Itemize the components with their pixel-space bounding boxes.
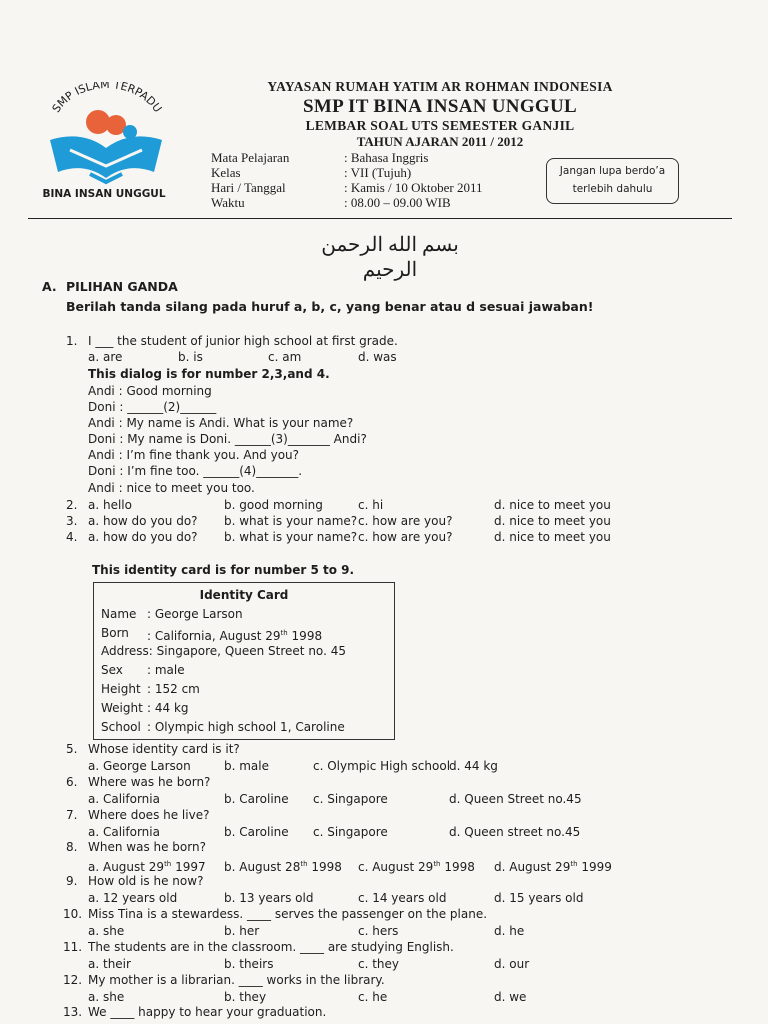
question-text: My mother is a librarian. ____ works in the library.: [88, 973, 385, 987]
option-c: c. how are you?: [358, 530, 453, 544]
question-number: 2.: [66, 498, 78, 512]
dialog-line: Andi : My name is Andi. What is your name?: [88, 416, 354, 430]
card-weight-value: : 44 kg: [147, 701, 189, 715]
card-school-label: School: [101, 720, 141, 734]
question-number: 4.: [66, 530, 78, 544]
option-a: a. California: [88, 792, 160, 806]
info-row-subject: [211, 150, 428, 166]
academic-year: TAHUN AJARAN 2011 / 2012: [356, 134, 524, 149]
section-instruction: Berilah tanda silang pada huruf a, b, c, yang benar atau d sesuai jawaban!: [66, 299, 594, 314]
option-a: a. she: [88, 924, 125, 938]
foundation-name: YAYASAN RUMAH YATIM AR ROHMAN INDONESIA: [267, 79, 613, 94]
card-name-value: : George Larson: [147, 607, 243, 621]
prayer-reminder-box: [546, 158, 679, 204]
dialog-line: Doni : My name is Doni. ______(3)_______ Andi?: [88, 432, 367, 446]
question-number: 10.: [63, 907, 83, 921]
school-logo: [30, 82, 180, 207]
question-text: Where was he born?: [88, 775, 211, 789]
card-sex-value: : male: [147, 663, 185, 677]
option-b: b. Caroline: [224, 825, 289, 839]
option-c: c. Singapore: [313, 825, 388, 839]
question-number: 6.: [66, 775, 78, 789]
option-d: d. he: [494, 924, 525, 938]
info-row-date: [211, 180, 483, 196]
info-value: : 08.00 – 09.00 WIB: [344, 195, 451, 210]
question-number: 12.: [63, 973, 83, 987]
question-number: 13.: [63, 1005, 83, 1019]
card-born-label: Born: [101, 626, 129, 640]
question-text: Miss Tina is a stewardess. ____ serves the passenger on the plane.: [88, 907, 488, 921]
question-number: 8.: [66, 840, 78, 854]
info-row-class: [211, 165, 411, 181]
dialog-line: Andi : I’m fine thank you. And you?: [88, 448, 300, 462]
option-a: a. she: [88, 990, 125, 1004]
option-a: a. California: [88, 825, 160, 839]
info-value: : Bahasa Inggris: [344, 150, 429, 165]
option-d: d. nice to meet you: [494, 514, 611, 528]
option-a: a. hello: [88, 498, 132, 512]
option-c: c. he: [358, 990, 388, 1004]
option-a: a. how do you do?: [88, 514, 198, 528]
option-c: c. Olympic High school: [313, 759, 451, 773]
question-number: 9.: [66, 874, 78, 888]
question-text: When was he born?: [88, 840, 206, 854]
question-number: 5.: [66, 742, 78, 756]
option-a: a. their: [88, 957, 131, 971]
option-d: d. was: [358, 350, 397, 364]
option-b: b. good morning: [224, 498, 323, 512]
option-c: c. hi: [358, 498, 384, 512]
identity-card: [93, 582, 395, 740]
option-d: d. nice to meet you: [494, 498, 611, 512]
question-text: Whose identity card is it?: [88, 742, 240, 756]
question-number: 1.: [66, 334, 78, 348]
section-letter: A.: [42, 279, 57, 294]
card-height-label: Height: [101, 682, 141, 696]
card-school-value: : Olympic high school 1, Caroline: [147, 720, 345, 734]
card-name-label: Name: [101, 607, 137, 621]
option-b: b. what is your name?: [224, 514, 358, 528]
bismillah-calligraphy: بسم الله الرحمن الرحيم: [321, 234, 459, 281]
option-c: c. 14 years old: [358, 891, 447, 905]
logo-caption: BINA INSAN UNGGUL: [42, 188, 166, 200]
option-c: c. hers: [358, 924, 399, 938]
option-d: d. Queen Street no.45: [449, 792, 582, 806]
option-c: c. how are you?: [358, 514, 453, 528]
question-text: The students are in the classroom. ____ are studying English.: [88, 940, 454, 954]
card-intro: This identity card is for number 5 to 9.: [92, 563, 355, 577]
question-number: 7.: [66, 808, 78, 822]
option-d: d. 15 years old: [494, 891, 584, 905]
option-a: a. 12 years old: [88, 891, 178, 905]
option-b: b. theirs: [224, 957, 274, 971]
info-label: Waktu: [211, 195, 245, 210]
option-a: a. August 29th 1997: [88, 860, 206, 874]
card-address: Address: Singapore, Queen Street no. 45: [101, 644, 346, 658]
option-d: d. August 29th 1999: [494, 860, 612, 874]
reminder-line-2: terlebih dahulu: [572, 183, 653, 195]
option-a: a. how do you do?: [88, 530, 198, 544]
option-c: c. am: [268, 350, 302, 364]
question-text: How old is he now?: [88, 874, 204, 888]
header-divider: [28, 218, 732, 219]
dialog-line: Andi : nice to meet you too.: [88, 481, 255, 495]
option-d: d. we: [494, 990, 527, 1004]
question-text: We ____ happy to hear your graduation.: [88, 1005, 327, 1019]
option-b: b. male: [224, 759, 270, 773]
option-d: d. our: [494, 957, 530, 971]
question-text: Where does he live?: [88, 808, 210, 822]
question-text: I ___ the student of junior high school at first grade.: [88, 334, 398, 348]
card-weight-label: Weight: [101, 701, 143, 715]
option-c: c. they: [358, 957, 400, 971]
info-label: Mata Pelajaran: [211, 150, 290, 165]
card-sex-label: Sex: [101, 663, 123, 677]
section-title: PILIHAN GANDA: [66, 279, 178, 294]
card-title: Identity Card: [199, 588, 289, 602]
info-label: Hari / Tanggal: [211, 180, 286, 195]
option-b: b. Caroline: [224, 792, 289, 806]
option-b: b. is: [178, 350, 203, 364]
option-c: c. August 29th 1998: [358, 860, 475, 874]
question-number: 3.: [66, 514, 78, 528]
card-born-value: : California, August 29th 1998: [147, 629, 323, 643]
dialog-intro: This dialog is for number 2,3,and 4.: [88, 367, 330, 381]
option-d: d. 44 kg: [449, 759, 498, 773]
option-c: c. Singapore: [313, 792, 388, 806]
option-b: b. her: [224, 924, 260, 938]
reminder-line-1: Jangan lupa berdo’a: [559, 165, 666, 177]
option-b: b. what is your name?: [224, 530, 358, 544]
sheet-title: LEMBAR SOAL UTS SEMESTER GANJIL: [305, 118, 575, 133]
info-row-time: [211, 195, 451, 211]
info-value: : VII (Tujuh): [344, 165, 412, 180]
svg-text:SMP ISLAM TERPADU: SMP ISLAM TERPADU: [49, 82, 165, 115]
card-height-value: : 152 cm: [147, 682, 200, 696]
option-b: b. August 28th 1998: [224, 860, 342, 874]
option-a: a. George Larson: [88, 759, 191, 773]
option-b: b. they: [224, 990, 267, 1004]
logo-emblem-icon: [30, 82, 180, 187]
info-label: Kelas: [211, 165, 241, 180]
dialog-line: Andi : Good morning: [88, 384, 212, 398]
info-value: : Kamis / 10 Oktober 2011: [344, 180, 483, 195]
option-d: d. Queen street no.45: [449, 825, 581, 839]
question-number: 11.: [63, 940, 83, 954]
dialog-line: Doni : ______(2)______: [88, 400, 217, 414]
option-d: d. nice to meet you: [494, 530, 611, 544]
school-name: SMP IT BINA INSAN UNGGUL: [303, 96, 577, 117]
option-a: a. are: [88, 350, 123, 364]
dialog-line: Doni : I’m fine too. ______(4)_______.: [88, 464, 303, 478]
option-b: b. 13 years old: [224, 891, 314, 905]
